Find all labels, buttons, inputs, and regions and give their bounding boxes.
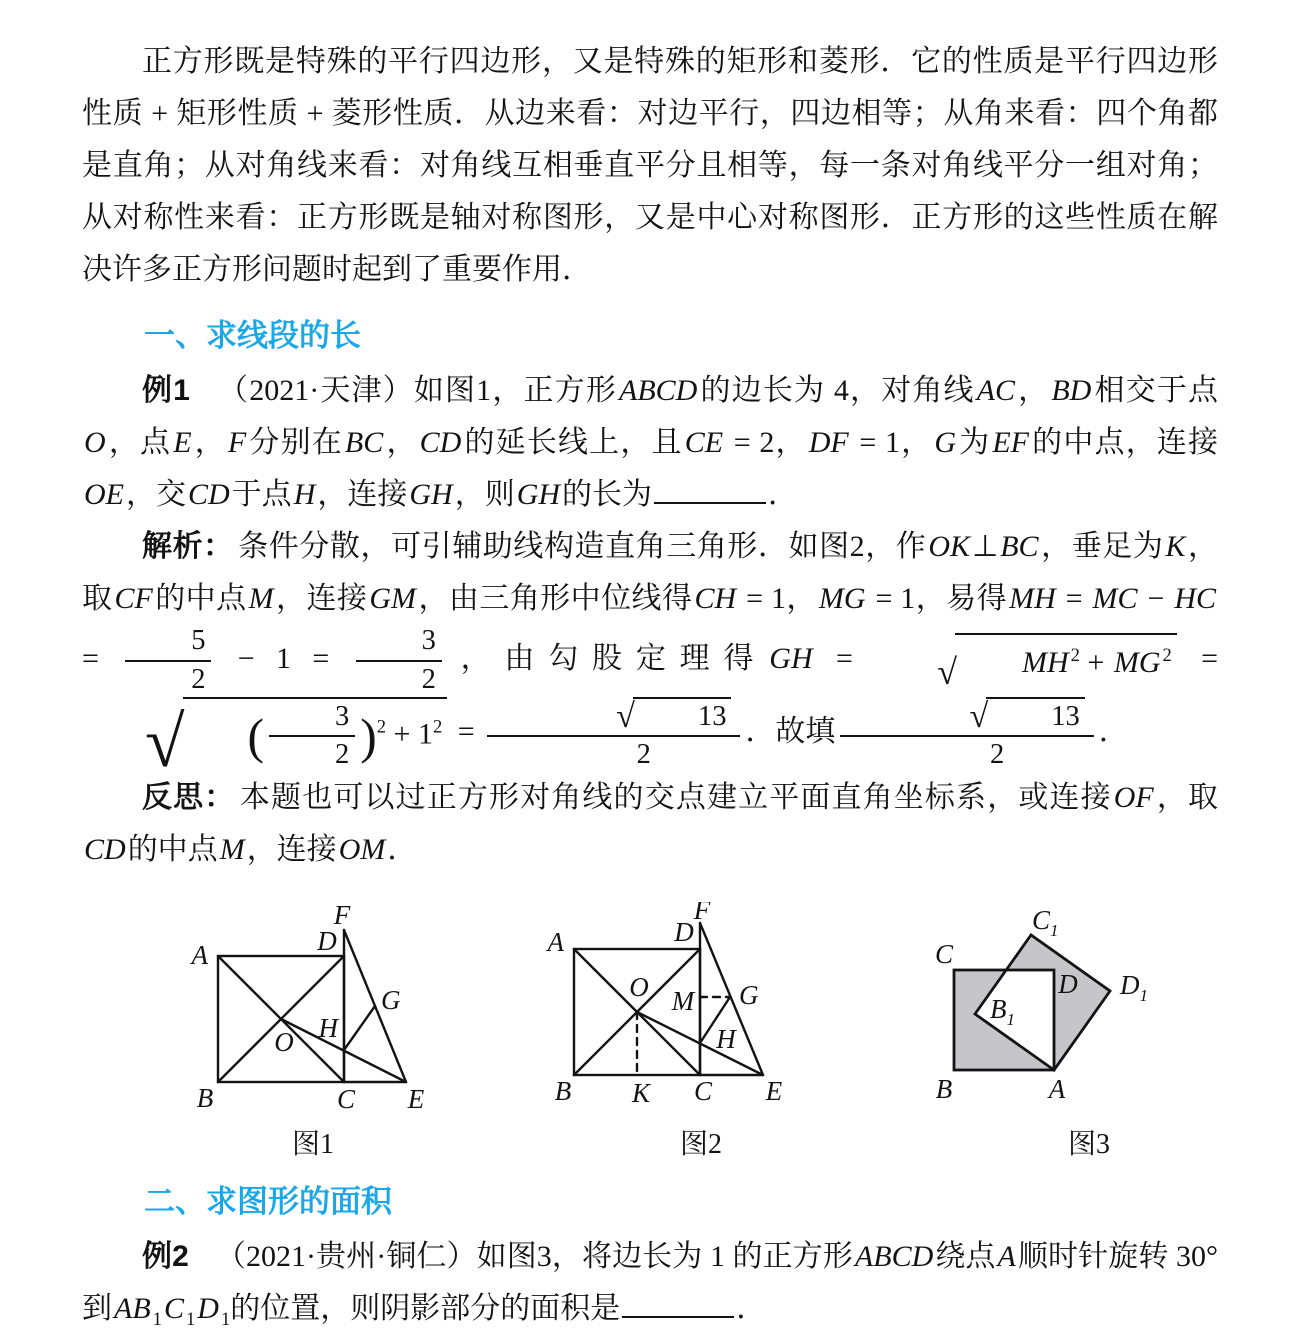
- fig2-label-C: C: [693, 1076, 713, 1107]
- fig2-label-M: M: [671, 986, 695, 1017]
- example-2-text: （2021·贵州·铜仁）如图3，将边长为 1 的正方形ABCD绕点A顺时针旋转 30°到AB $_1$C $_1$D $_1$的位置，则阴影部分的面积是 ．: [82, 1240, 1219, 1331]
- figure-1-caption: 图1: [291, 1129, 334, 1161]
- fig3-label-B1: $B_1$: [990, 994, 1015, 1030]
- fig3-label-D: D: [1058, 969, 1078, 1000]
- fig1-label-O: O: [274, 1027, 294, 1058]
- figure-3-caption: 图3: [1067, 1129, 1110, 1161]
- reflection-text: 本题也可以过正方形对角线的交点建立平面直角坐标系，或连接OF，取CD的中点M，连接OM．: [84, 781, 1219, 867]
- fig3-label-A: A: [1048, 1074, 1066, 1105]
- reflection-label: 反思：: [142, 781, 236, 815]
- example-1-label: 例1: [142, 374, 190, 407]
- fig2-label-B: B: [554, 1076, 572, 1107]
- fig2-label-A: A: [547, 927, 564, 958]
- fig2-label-K: K: [631, 1078, 651, 1109]
- figure-3: [924, 902, 1254, 1162]
- example-1-text: （2021·天津）如图1，正方形ABCD的边长为 4，对角线AC，BD相交于点O，点E，F分别在BC，CD的延长线上，且CE = 2，DF = 1，G为EF的中点，连接OE，交CD于点H，连接GH，则GH的长为 ．: [84, 374, 1219, 511]
- fig1-label-E: E: [407, 1084, 425, 1115]
- reflection-paragraph: [82, 772, 1218, 876]
- figure-2-diagram: [536, 902, 866, 1117]
- figure-1-diagram: [148, 902, 478, 1117]
- intro-paragraph: 正方形既是特殊的平行四边形，又是特殊的矩形和菱形．它的性质是平行四边形性质 + 矩形性质 + 菱形性质．从边来看：对边平行，四边相等；从角来看：四个角都是直角；从对角线来看：对角线互相垂直平分且相等，每一条对角线平分一组对角；从对称性来看：正方形既是轴对称图形，又是中心对称图形．正方形的这些性质在解决许多正方形问题时起到了重要作用．: [82, 45, 1218, 286]
- fig3-label-B: B: [935, 1074, 953, 1105]
- fig2-label-F: F: [693, 902, 711, 926]
- section-2-heading: 二、求图形的面积: [144, 1184, 392, 1220]
- fig1-label-H: H: [318, 1013, 338, 1044]
- fig1-label-F: F: [333, 902, 351, 931]
- fig1-label-B: B: [196, 1083, 214, 1114]
- figure-2-caption: 图2: [679, 1129, 722, 1161]
- fig2-label-G: G: [739, 980, 759, 1011]
- example-2-label: 例2: [142, 1240, 189, 1274]
- fig1-label-G: G: [381, 985, 401, 1016]
- section-1-heading: 一、求线段的长: [144, 318, 361, 353]
- figure-1: [148, 902, 478, 1162]
- fig3-label-C: C: [934, 939, 954, 970]
- fig3-label-C1: $C_1$: [1032, 905, 1059, 941]
- example-1-paragraph: [82, 365, 1218, 521]
- figures-row: [148, 902, 1218, 1162]
- fig1-label-A: A: [191, 940, 208, 971]
- fig1-segment-gh: [344, 1006, 375, 1050]
- fig2-label-D: D: [674, 917, 694, 948]
- fig2-label-O: O: [629, 972, 649, 1003]
- analysis-label: 解析：: [142, 530, 234, 563]
- figure-3-diagram: [924, 902, 1254, 1117]
- example-2-paragraph: [82, 1231, 1218, 1335]
- analysis-text: 条件分散，可引辅助线构造直角三角形．如图2，作OK⊥BC，垂足为K，取CF的中点M，连接GM，由三角形中位线得CH = 1，MG = 1，易得MH = MC − HC = $\frac{5}{2}$ − 1 = $\frac{3}{2}$ ，由勾股定理得GH = √ MH $^2$ + MG $^2$ = √ ( $\frac{3}{2}$ )$^2 + 1^2$ = √ 13 2 ．故填 √ 13 2 ．: [82, 530, 1219, 783]
- fig2-label-H: H: [716, 1024, 736, 1055]
- figure-2: [536, 902, 866, 1162]
- fig2-label-E: E: [765, 1076, 783, 1107]
- fig1-label-C: C: [336, 1084, 356, 1115]
- fig1-label-D: D: [317, 926, 337, 957]
- analysis-paragraph: [82, 521, 1219, 783]
- fig3-label-D1: $D_1$: [1120, 970, 1148, 1006]
